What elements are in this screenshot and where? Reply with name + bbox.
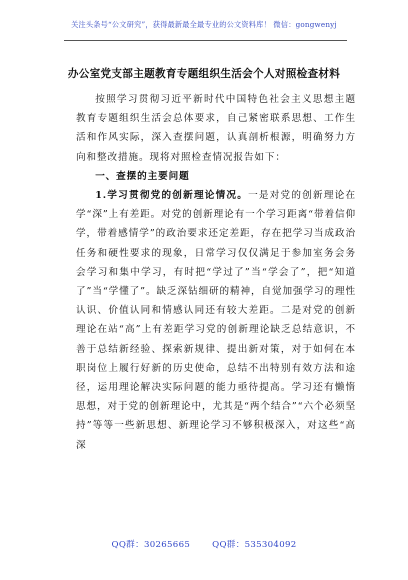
item1-paragraph (76, 186, 356, 455)
footer-qq-group-2: QQ群：535304092 (212, 540, 297, 550)
footer-contacts (0, 538, 408, 550)
section-heading: 一、查摆的主要问题 (95, 170, 190, 182)
header-divider (64, 40, 347, 41)
document-title: 办公室党支部主题教育专题组织生活会个人对照检查材料 (67, 68, 341, 80)
document-body (76, 90, 356, 455)
footer-qq-group-1: QQ群：30265665 (111, 540, 191, 550)
header-promo-note: 关注头条号“公文研究”，获得最新最全最专业的公文资料库！ 微信：gongwenyj (71, 20, 337, 29)
intro-paragraph: 按照学习贯彻习近平新时代中国特色社会主义思想主题教育专题组织生活会总体要求，自己紧密联系思想、工作生活和作风实际，深入查摆问题，认真剖析根源，明确努力方向和整改措施。现将对照检查情况报告如下： (76, 94, 356, 163)
item1-heading: 1.学习贯彻党的创新理论情况。 (95, 190, 249, 202)
item1-text: 一是对党的创新理论在学“深”上有差距。对党的创新理论有一个学习距离“带着信仰学，带着感情学”的政治要求还定差距，存在把学习当成政治任务和硬性要求的现象，日常学习仅仅满足于参加室务会务会学习和集中学习，有时把“学过了”当“学会了”，把“知道了”当“学懂了”。缺乏深钻细研的精神，自觉加强学习的理性认识、价值认同和情感认同还有较大差距。二是对党的创新理论在站“高”上有差距学习党的创新理论缺乏总结意识，不善于总结新经验、探索新规律、提出新对策，对于如何在本职岗位上履行好新的历史使命，总结不出特别有效方法和途径，运用理论解决实际问题的能力亟待提高。学习还有懒惰思想，对于党的创新理论中，尤其是“两个结合”“六个必须坚持”等等一些新思想、新理论学习不够积极深入，对这些“高深 (76, 190, 357, 451)
